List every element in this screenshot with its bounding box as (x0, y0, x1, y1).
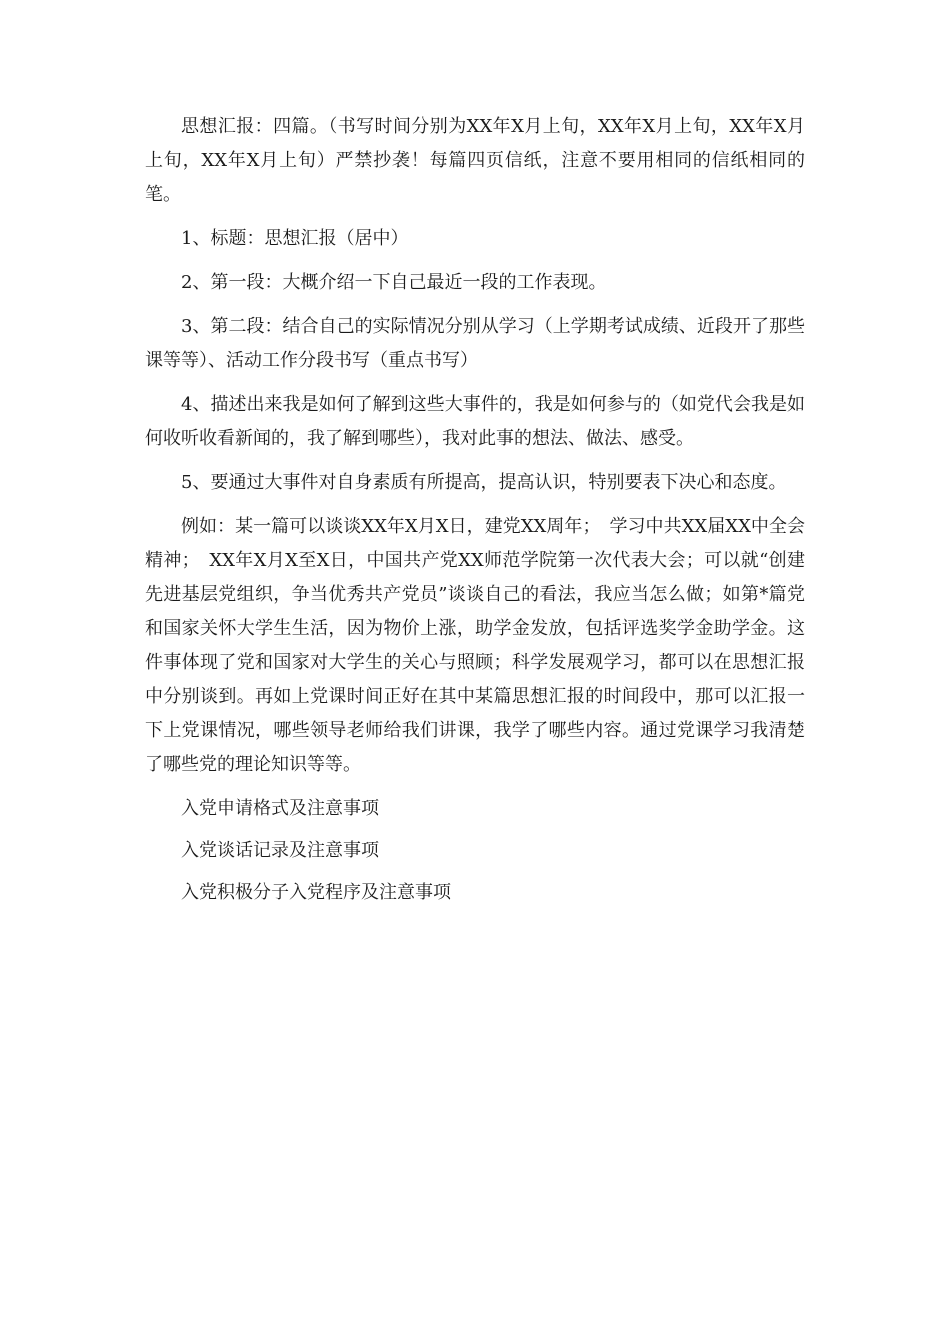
document-body (145, 110, 805, 918)
step-4-describe-events: 4、描述出来我是如何了解到这些大事件的，我是如何参与的（如党代会我是如何收听收看新闻的，我了解到哪些），我对此事的想法、做法、感受。 (145, 394, 805, 449)
related-link-interview-record[interactable]: 入党谈话记录及注意事项 (181, 840, 379, 861)
step-1-title: 1、标题：思想汇报（居中） (181, 228, 409, 249)
step-3-second-paragraph: 3、第二段：结合自己的实际情况分别从学习（上学期考试成绩、近段开了那些课等等）、活动工作分段书写（重点书写） (145, 316, 805, 371)
related-link-application-format[interactable]: 入党申请格式及注意事项 (181, 798, 379, 819)
example-paragraph: 例如：某一篇可以谈谈XX年X月X日，建党XX周年； 学习中共XX届XX中全会精神； XX年X月X至X日，中国共产党XX师范学院第一次代表大会；可以就“创建先进基层党组织，争当优秀共产党员”谈谈自己的看法，我应当怎么做；如第*篇党和国家关怀大学生生活，因为物价上涨，助学金发放，包括评选奖学金助学金。这件事体现了党和国家对大学生的关心与照顾；科学发展观学习，都可以在思想汇报中分别谈到。再如上党课时间正好在其中某篇思想汇报的时间段中，那可以汇报一下上党课情况，哪些领导老师给我们讲课，我学了哪些内容。通过党课学习我清楚了哪些党的理论知识等等。 (145, 516, 805, 775)
related-link-activist-procedure[interactable]: 入党积极分子入党程序及注意事项 (181, 882, 451, 903)
step-5-improvement: 5、要通过大事件对自身素质有所提高，提高认识，特别要表下决心和态度。 (181, 472, 787, 493)
intro-paragraph: 思想汇报：四篇。（书写时间分别为XX年X月上旬，XX年X月上旬，XX年X月上旬，XX年X月上旬）严禁抄袭！每篇四页信纸，注意不要用相同的信纸相同的笔。 (145, 116, 805, 205)
step-2-first-paragraph: 2、第一段：大概介绍一下自己最近一段的工作表现。 (181, 272, 607, 293)
